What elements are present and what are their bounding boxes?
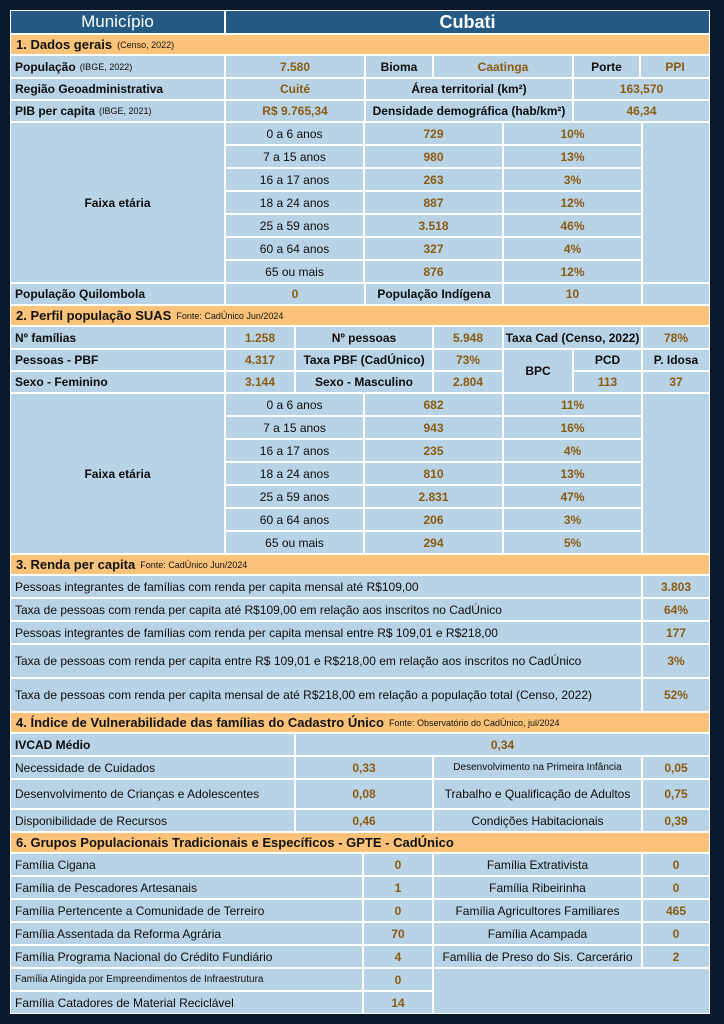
gpte-row <box>433 945 710 968</box>
section-2-source: Fonte: CadÚnico Jun/2024 <box>176 310 284 321</box>
bpc-label: BPC <box>503 349 573 393</box>
faixa-count: 980 <box>364 145 503 168</box>
taxapbf-value: 73% <box>433 349 503 371</box>
faixa-range: 18 a 24 anos <box>225 191 364 214</box>
gpte-row <box>10 922 433 945</box>
ivcad-label: IVCAD Médio <box>10 733 295 756</box>
populacao-source: (IBGE, 2022) <box>79 61 133 72</box>
faixa-block-1 <box>10 122 710 283</box>
report-sheet <box>10 10 710 1014</box>
pib-source: (IBGE, 2021) <box>99 106 152 116</box>
faixa-count: 682 <box>364 393 503 416</box>
idosa-value: 37 <box>642 371 710 393</box>
familias-label: Nº famílias <box>10 326 225 349</box>
section-1-source: (Censo, 2022) <box>117 39 175 50</box>
faixa-percent: 13% <box>503 462 642 485</box>
renda-value: 177 <box>642 621 710 644</box>
pib-row <box>10 100 710 122</box>
pcd-label: PCD <box>573 349 642 371</box>
gpte-value: 2 <box>642 945 710 968</box>
pib-label: PIB per capita <box>15 104 96 118</box>
faixa-range: 0 a 6 anos <box>225 393 364 416</box>
section-3-title <box>10 554 710 575</box>
city-name: Cubati <box>225 10 710 34</box>
renda-label: Taxa de pessoas com renda per capita mensal de até R$218,00 em relação a população total (Censo, 2022) <box>10 678 642 712</box>
faixa-range: 0 a 6 anos <box>225 122 364 145</box>
renda-row <box>10 575 710 598</box>
faixa-percent: 10% <box>503 122 642 145</box>
masc-label: Sexo - Masculino <box>295 371 433 393</box>
quilombola-row <box>10 283 710 305</box>
faixa-row <box>225 462 642 485</box>
gpte-value: 0 <box>363 968 433 991</box>
renda-value: 3.803 <box>642 575 710 598</box>
faixa-row <box>225 508 642 531</box>
faixa-percent: 47% <box>503 485 642 508</box>
faixa-count: 729 <box>364 122 503 145</box>
gpte-label: Família Programa Nacional do Crédito Fundiário <box>10 945 363 968</box>
ivcad-component-label: Condições Habitacionais <box>433 809 642 832</box>
faixa-range: 16 a 17 anos <box>225 439 364 462</box>
gpte-row <box>10 853 433 876</box>
faixa-percent: 4% <box>503 237 642 260</box>
indigena-label: População Indígena <box>365 283 503 305</box>
faixa-percent: 12% <box>503 260 642 283</box>
faixa-count: 235 <box>364 439 503 462</box>
renda-label: Pessoas integrantes de famílias com renda per capita mensal até R$109,00 <box>10 575 642 598</box>
gpte-label: Família Catadores de Material Reciclável <box>10 991 363 1014</box>
faixa-range: 25 a 59 anos <box>225 214 364 237</box>
ivcad-component-label: Desenvolvimento de Crianças e Adolescentes <box>10 779 295 809</box>
gpte-row <box>433 922 710 945</box>
ivcad-component-row <box>10 779 710 809</box>
faixa-count: 810 <box>364 462 503 485</box>
gpte-value: 70 <box>363 922 433 945</box>
ivcad-component-value: 0,33 <box>295 756 433 779</box>
faixa-row <box>225 191 642 214</box>
faixa-count: 294 <box>364 531 503 554</box>
pbf-row <box>10 349 503 371</box>
ivcad-component-row <box>10 809 710 832</box>
ivcad-component-value: 0,39 <box>642 809 710 832</box>
municipio-label: Município <box>10 10 225 34</box>
faixa-count: 2.831 <box>364 485 503 508</box>
section-4-source: Fonte: Observatório do CadÚnico, jul/2024 <box>388 717 560 728</box>
ivcad-component-value: 0,46 <box>295 809 433 832</box>
faixa-count: 263 <box>364 168 503 191</box>
gpte-value: 465 <box>642 899 710 922</box>
ivcad-component-value: 0,05 <box>642 756 710 779</box>
area-label: Área territorial (km²) <box>365 78 573 100</box>
faixa-percent: 4% <box>503 439 642 462</box>
faixa-row <box>225 260 642 283</box>
ivcad-component-label: Desenvolvimento na Primeira Infância <box>433 756 642 779</box>
idosa-label: P. Idosa <box>642 349 710 371</box>
familias-value: 1.258 <box>225 326 295 349</box>
pbf-value: 4.317 <box>225 349 295 371</box>
header-row <box>10 10 710 34</box>
faixa-count: 887 <box>364 191 503 214</box>
ivcad-component-value: 0,75 <box>642 779 710 809</box>
gpte-row <box>10 968 433 991</box>
sexo-row <box>10 371 503 393</box>
gpte-value: 14 <box>363 991 433 1014</box>
faixa-range: 18 a 24 anos <box>225 462 364 485</box>
faixa-count: 3.518 <box>364 214 503 237</box>
ivcad-table <box>10 756 710 832</box>
faixa-range: 60 a 64 anos <box>225 237 364 260</box>
gpte-label: Família Pertencente a Comunidade de Terreiro <box>10 899 363 922</box>
section-2-label: 2. Perfil população SUAS <box>16 308 172 323</box>
porte-value: PPI <box>640 55 710 78</box>
gpte-row <box>10 945 433 968</box>
populacao-row <box>10 55 710 78</box>
fem-value: 3.144 <box>225 371 295 393</box>
renda-label: Taxa de pessoas com renda per capita até R$109,00 em relação aos inscritos no CadÚnico <box>10 598 642 621</box>
gpte-label: Família Acampada <box>433 922 642 945</box>
gpte-label: Família Atingida por Empreendimentos de Infraestrutura <box>10 968 363 991</box>
faixa-row <box>225 145 642 168</box>
regiao-row <box>10 78 710 100</box>
porte-label: Porte <box>573 55 640 78</box>
section-3-source: Fonte: CadÚnico Jun/2024 <box>140 559 248 570</box>
faixa-row <box>225 237 642 260</box>
ivcad-row <box>10 733 710 756</box>
section-4-label: 4. Índice de Vulnerabilidade das famílias do Cadastro Único <box>16 715 384 730</box>
faixa-count: 943 <box>364 416 503 439</box>
gpte-label: Família Assentada da Reforma Agrária <box>10 922 363 945</box>
taxapbf-label: Taxa PBF (CadÚnico) <box>295 349 433 371</box>
section-6-label: 6. Grupos Populacionais Tradicionais e Específicos - GPTE - CadÚnico <box>16 835 454 850</box>
gpte-value: 0 <box>642 876 710 899</box>
quilombola-filler <box>642 283 710 305</box>
faixa-percent: 5% <box>503 531 642 554</box>
faixa-filler-1 <box>642 122 710 283</box>
populacao-label: População <box>15 59 76 74</box>
gpte-row <box>433 853 710 876</box>
faixa-count: 206 <box>364 508 503 531</box>
faixa-percent: 11% <box>503 393 642 416</box>
faixa-range: 7 a 15 anos <box>225 416 364 439</box>
gpte-row <box>10 876 433 899</box>
taxacad-value: 78% <box>642 326 710 349</box>
faixa-range: 16 a 17 anos <box>225 168 364 191</box>
pcd-value: 113 <box>573 371 642 393</box>
faixa-percent: 3% <box>503 168 642 191</box>
ivcad-component-value: 0,08 <box>295 779 433 809</box>
gpte-row <box>10 991 433 1014</box>
gpte-value: 4 <box>363 945 433 968</box>
gpte-label: Família Agricultores Familiares <box>433 899 642 922</box>
faixa-row <box>225 393 642 416</box>
faixa-row <box>225 214 642 237</box>
ivcad-value: 0,34 <box>295 733 710 756</box>
pessoas-value: 5.948 <box>433 326 503 349</box>
pbf-label: Pessoas - PBF <box>10 349 225 371</box>
masc-value: 2.804 <box>433 371 503 393</box>
gpte-row <box>433 899 710 922</box>
faixa-row <box>225 168 642 191</box>
faixa-range: 60 a 64 anos <box>225 508 364 531</box>
faixa-row <box>225 122 642 145</box>
renda-row <box>10 644 710 678</box>
renda-row <box>10 621 710 644</box>
pib-value: R$ 9.765,34 <box>225 100 365 122</box>
gpte-filler <box>433 968 710 1014</box>
ivcad-component-label: Disponibilidade de Recursos <box>10 809 295 832</box>
faixa-row <box>225 485 642 508</box>
perfil-top-block <box>10 326 710 393</box>
gpte-row <box>433 876 710 899</box>
section-4-title <box>10 712 710 733</box>
faixa-percent: 46% <box>503 214 642 237</box>
renda-label: Taxa de pessoas com renda per capita entre R$ 109,01 e R$218,00 em relação aos inscritos no CadÚnico <box>10 644 642 678</box>
pessoas-label: Nº pessoas <box>295 326 433 349</box>
faixa-block-2 <box>10 393 710 554</box>
section-1-title <box>10 34 710 55</box>
faixa-percent: 12% <box>503 191 642 214</box>
faixa-row <box>225 439 642 462</box>
faixa-range: 65 ou mais <box>225 531 364 554</box>
area-value: 163,570 <box>573 78 710 100</box>
renda-row <box>10 678 710 712</box>
renda-row <box>10 598 710 621</box>
ivcad-component-label: Necessidade de Cuidados <box>10 756 295 779</box>
familias-row <box>10 326 503 349</box>
faixa-percent: 13% <box>503 145 642 168</box>
gpte-label: Família Ribeirinha <box>433 876 642 899</box>
gpte-value: 0 <box>642 853 710 876</box>
section-6-title <box>10 832 710 853</box>
faixa-percent: 3% <box>503 508 642 531</box>
gpte-value: 1 <box>363 876 433 899</box>
renda-table <box>10 575 710 712</box>
gpte-label: Família Cigana <box>10 853 363 876</box>
faixa-label-2: Faixa etária <box>10 393 225 554</box>
renda-value: 64% <box>642 598 710 621</box>
gpte-value: 0 <box>363 853 433 876</box>
faixa-range: 7 a 15 anos <box>225 145 364 168</box>
faixa-row <box>225 531 642 554</box>
ivcad-component-label: Trabalho e Qualificação de Adultos <box>433 779 642 809</box>
gpte-block <box>10 853 710 1014</box>
fem-label: Sexo - Feminino <box>10 371 225 393</box>
faixa-filler-2 <box>642 393 710 554</box>
gpte-value: 0 <box>642 922 710 945</box>
section-1-label: 1. Dados gerais <box>16 37 113 52</box>
gpte-label: Família Extrativista <box>433 853 642 876</box>
regiao-label: Região Geoadministrativa <box>10 78 225 100</box>
faixa-percent: 16% <box>503 416 642 439</box>
renda-value: 3% <box>642 644 710 678</box>
faixa-range: 25 a 59 anos <box>225 485 364 508</box>
renda-label: Pessoas integrantes de famílias com renda per capita mensal entre R$ 109,01 e R$218,00 <box>10 621 642 644</box>
quilombola-label: População Quilombola <box>10 283 225 305</box>
populacao-value: 7.580 <box>225 55 365 78</box>
indigena-value: 10 <box>503 283 642 305</box>
taxacad-label: Taxa Cad (Censo, 2022) <box>503 326 642 349</box>
faixa-range: 65 ou mais <box>225 260 364 283</box>
densidade-label: Densidade demográfica (hab/km²) <box>365 100 573 122</box>
ivcad-component-row <box>10 756 710 779</box>
densidade-value: 46,34 <box>573 100 710 122</box>
gpte-value: 0 <box>363 899 433 922</box>
bioma-label: Bioma <box>365 55 433 78</box>
section-3-label: 3. Renda per capita <box>16 557 136 572</box>
regiao-value: Cuité <box>225 78 365 100</box>
quilombola-value: 0 <box>225 283 365 305</box>
faixa-count: 327 <box>364 237 503 260</box>
bioma-value: Caatinga <box>433 55 573 78</box>
faixa-row <box>225 416 642 439</box>
faixa-count: 876 <box>364 260 503 283</box>
renda-value: 52% <box>642 678 710 712</box>
gpte-label: Família de Pescadores Artesanais <box>10 876 363 899</box>
gpte-row <box>10 899 433 922</box>
gpte-label: Família de Preso do Sis. Carcerário <box>433 945 642 968</box>
faixa-label-1: Faixa etária <box>10 122 225 283</box>
section-2-title <box>10 305 710 326</box>
